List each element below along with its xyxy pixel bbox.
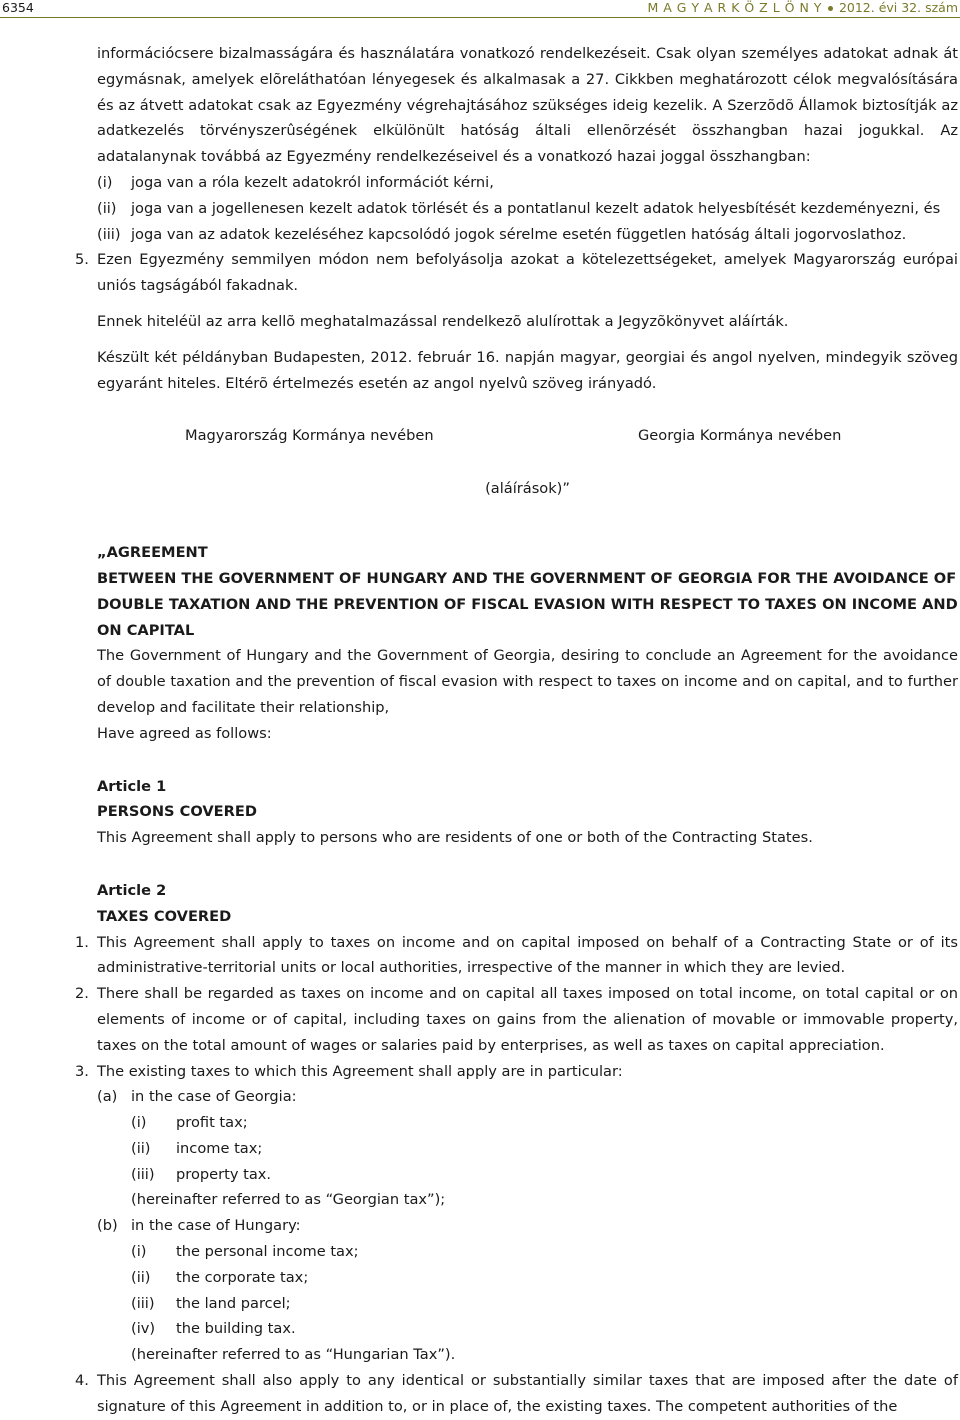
paragraph-number: 5. xyxy=(75,251,89,269)
list-label: (ii) xyxy=(131,1268,151,1286)
hu-right-2 xyxy=(97,196,958,222)
list-label: (i) xyxy=(97,173,113,191)
list-text: profit tax; xyxy=(176,1114,248,1132)
list-text: the personal income tax; xyxy=(176,1243,359,1261)
agreed-as-follows: Have agreed as follows: xyxy=(97,724,272,742)
article-1-heading: Article 1 xyxy=(97,777,167,795)
list-text: property tax. xyxy=(176,1165,272,1183)
list-text: joga van az adatok kezeléséhez kapcsolódó jogok sérelme esetén független hatóság általi jogorvoslathoz. xyxy=(131,225,907,243)
hu-intro-paragraph: információcsere bizalmasságára és használatára vonatkozó rendelkezéseit. Csak olyan személyes adatokat adnak át egymásnak, amelyek elõreláthatóan lényegesek és alkalmasak a 27. Cikkben meghatározott célok megvalósítására és az átvett adatokat csak az Egyezmény végrehajtásához szükséges ideig kezelik. A Szerzõdõ Államok biztosítják az adatkezelés törvényszerûségének elkülönült hatóság általi ellenõrzését összhangban hazai jogukkal. Az adatalanynak továbbá az Egyezmény rendelkezéseivel és a vonatkozó hazai joggal összhangban: xyxy=(97,45,958,166)
signatures-note: (aláírások)” xyxy=(485,480,570,498)
list-label: (ii) xyxy=(131,1139,151,1157)
agreement-subtitle: BETWEEN THE GOVERNMENT OF HUNGARY AND THE GOVERNMENT OF GEORGIA FOR THE AVOIDANCE OF DOUBLE TAXATION AND THE PREVENTION OF FISCAL EVASION WITH RESPECT TO TAXES ON INCOME AND ON CAPITAL xyxy=(97,569,958,639)
list-text: the corporate tax; xyxy=(176,1268,309,1286)
paragraph-number: 4. xyxy=(75,1372,89,1390)
signature-block xyxy=(97,423,958,449)
georgia-tax-3 xyxy=(97,1162,958,1188)
paragraph-number: 2. xyxy=(75,985,89,1003)
hu-done-at: Készült két példányban Budapesten, 2012. február 16. napján magyar, georgiai és angol nyelven, mindegyik szöveg egyaránt hiteles. Eltérõ értelmezés esetén az angol nyelvû szöveg irányadó. xyxy=(97,348,958,392)
list-label: (iv) xyxy=(131,1320,156,1338)
list-label: (ii) xyxy=(97,199,117,217)
paragraph-text: Ezen Egyezmény semmilyen módon nem befolyásolja azokat a kötelezettségeket, amelyek Magyarország európai uniós tagságából fakadnak. xyxy=(97,251,958,295)
list-text: joga van a róla kezelt adatokról információt kérni, xyxy=(131,173,494,191)
list-label: (a) xyxy=(97,1088,118,1106)
hungary-tax-3 xyxy=(97,1291,958,1317)
list-text: income tax; xyxy=(176,1139,263,1157)
hu-right-1 xyxy=(97,170,958,196)
hungary-tax-2 xyxy=(97,1265,958,1291)
paragraph-text: This Agreement shall apply to taxes on income and on capital imposed on behalf of a Contracting State or of its administrative-territorial units or local authorities, irrespective of the manner in which they are levied. xyxy=(97,933,958,977)
hu-point-5 xyxy=(75,247,958,299)
article-2-para-2 xyxy=(75,981,958,1058)
georgia-tax-2 xyxy=(97,1136,958,1162)
paragraph-number: 3. xyxy=(75,1062,89,1080)
list-text: joga van a jogellenesen kezelt adatok törlését és a pontatlanul kezelt adatok helyesbítését kezdeményezni, és xyxy=(131,199,941,217)
paragraph-text: There shall be regarded as taxes on income and on capital all taxes imposed on total income, on total capital or on elements of income or of capital, including taxes on gains from the alienation of movable or immovable property, taxes on the total amount of wages or salaries paid by enterprises, as well as taxes on capital appreciation. xyxy=(97,985,958,1054)
signatory-georgia: Georgia Kormánya nevében xyxy=(638,427,842,445)
hu-right-3 xyxy=(97,222,958,248)
page-header xyxy=(0,0,960,17)
article-1-title: PERSONS COVERED xyxy=(97,803,257,821)
header-rule xyxy=(0,17,960,18)
hungary-tax-1 xyxy=(97,1239,958,1265)
georgia-tax-reference: (hereinafter referred to as “Georgian tax”); xyxy=(131,1191,446,1209)
georgia-tax-1 xyxy=(97,1110,958,1136)
list-label: (iii) xyxy=(131,1294,155,1312)
paragraph-number: 1. xyxy=(75,933,89,951)
paragraph-text: This Agreement shall also apply to any identical or substantially similar taxes that are imposed after the date of signature of this Agreement in addition to, or in place of, the existing taxes. The competent authorities of the xyxy=(97,1372,958,1415)
article-1-text: This Agreement shall apply to persons who are residents of one or both of the Contracting States. xyxy=(97,829,813,847)
list-text: in the case of Hungary: xyxy=(131,1217,301,1235)
article-2-para-3 xyxy=(75,1059,958,1085)
list-label: (iii) xyxy=(131,1165,155,1183)
list-label: (i) xyxy=(131,1243,147,1261)
list-text: in the case of Georgia: xyxy=(131,1088,297,1106)
hungary-tax-reference: (hereinafter referred to as “Hungarian Tax”). xyxy=(131,1346,456,1364)
document-body xyxy=(75,41,958,1420)
journal-title xyxy=(647,0,958,15)
article-2-para-1 xyxy=(75,930,958,982)
issue-number: 2012. évi 32. szám xyxy=(838,0,958,15)
case-hungary xyxy=(97,1213,958,1239)
article-2-para-4 xyxy=(75,1368,958,1420)
list-text: the building tax. xyxy=(176,1320,296,1338)
list-label: (b) xyxy=(97,1217,118,1235)
case-georgia xyxy=(97,1084,958,1110)
hu-witness-clause: Ennek hiteléül az arra kellõ meghatalmazással rendelkezõ alulírottak a Jegyzõkönyvet aláírták. xyxy=(97,312,789,330)
list-label: (i) xyxy=(131,1114,147,1132)
article-2-title: TAXES COVERED xyxy=(97,907,232,925)
page-number: 6354 xyxy=(2,0,34,15)
bullet-icon xyxy=(828,6,833,11)
preamble: The Government of Hungary and the Government of Georgia, desiring to conclude an Agreement for the avoidance of double taxation and the prevention of fiscal evasion with respect to taxes on income and on capital, and to further develop and facilitate their relationship, xyxy=(97,647,958,716)
article-2-heading: Article 2 xyxy=(97,881,167,899)
journal-name: M A G Y A R K Ö Z L Ö N Y xyxy=(647,0,822,15)
list-label: (iii) xyxy=(97,225,121,243)
signatory-hungary: Magyarország Kormánya nevében xyxy=(185,427,434,445)
agreement-title: „AGREEMENT xyxy=(97,544,208,562)
list-text: the land parcel; xyxy=(176,1294,291,1312)
hungary-tax-4 xyxy=(97,1316,958,1342)
paragraph-text: The existing taxes to which this Agreement shall apply are in particular: xyxy=(97,1062,623,1080)
